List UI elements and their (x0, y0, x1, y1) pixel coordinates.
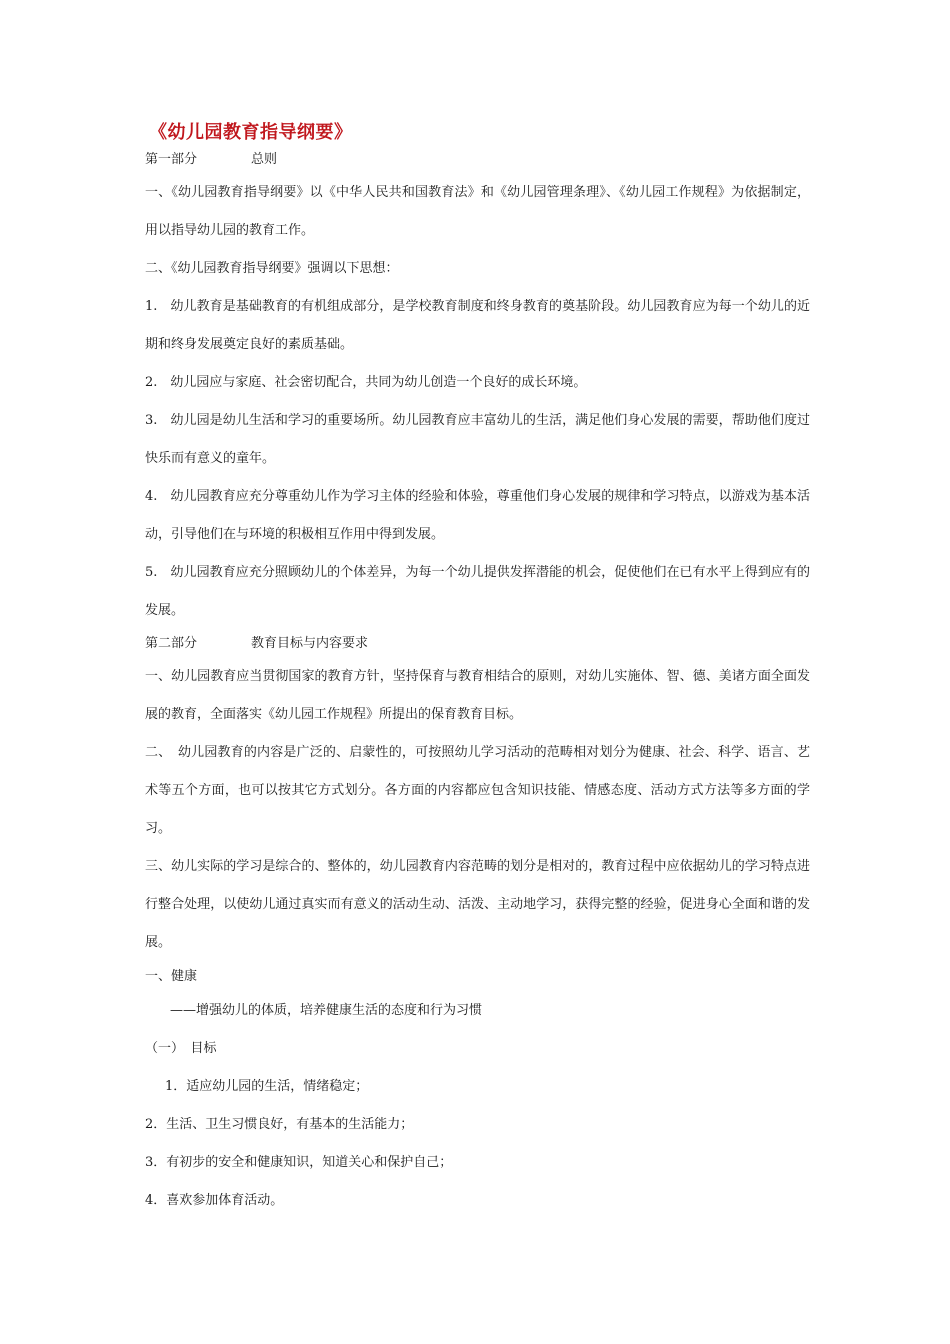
list-item: 3. 幼儿园是幼儿生活和学习的重要场所。幼儿园教育应丰富幼儿的生活，满足他们身心发展的需要，帮助他们度过快乐而有意义的童年。 (145, 413, 810, 466)
paragraph: 二、《幼儿园教育指导纲要》强调以下思想： (145, 261, 399, 276)
health-heading: 一、健康 (145, 969, 198, 984)
goal-item: 3．有初步的安全和健康知识，知道关心和保护自己； (145, 1155, 453, 1170)
list-item: 1. 幼儿教育是基础教育的有机组成部分，是学校教育制度和终身教育的奠基阶段。幼儿园教育应为每一个幼儿的近期和终身发展奠定良好的素质基础。 (145, 299, 810, 352)
health-subtitle: ——增强幼儿的体质，培养健康生活的态度和行为习惯 (170, 1003, 483, 1018)
section-heading-part2 (145, 630, 810, 658)
document-page (145, 120, 810, 1220)
list-item: 5. 幼儿园教育应充分照顾幼儿的个体差异，为每一个幼儿提供发挥潜能的机会，促使他们在已有水平上得到应有的发展。 (145, 565, 810, 618)
goal-item: 2．生活、卫生习惯良好，有基本的生活能力； (145, 1117, 414, 1132)
section-name: 总则 (251, 152, 278, 167)
paragraph: 一、《幼儿园教育指导纲要》以《中华人民共和国教育法》和《幼儿园管理条理》、《幼儿园工作规程》为依据制定，用以指导幼儿园的教育工作。 (145, 185, 810, 238)
goal-item: 4．喜欢参加体育活动。 (145, 1193, 284, 1208)
list-item: 4. 幼儿园教育应充分尊重幼儿作为学习主体的经验和体验，尊重他们身心发展的规律和学习特点，以游戏为基本活动，引导他们在与环境的积极相互作用中得到发展。 (145, 489, 810, 542)
section-name: 教育目标与内容要求 (251, 636, 369, 651)
paragraph: 二、 幼儿园教育的内容是广泛的、启蒙性的，可按照幼儿学习活动的范畴相对划分为健康、社会、科学、语言、艺术等五个方面，也可以按其它方式划分。各方面的内容都应包含知识技能、情感态度、活动方式方法等多方面的学习。 (145, 745, 810, 836)
paragraph: 一、幼儿园教育应当贯彻国家的教育方针，坚持保育与教育相结合的原则，对幼儿实施体、智、德、美诸方面全面发展的教育，全面落实《幼儿园工作规程》所提出的保育教育目标。 (145, 669, 810, 722)
list-item: 2. 幼儿园应与家庭、社会密切配合，共同为幼儿创造一个良好的成长环境。 (145, 375, 587, 390)
goal-item: 1．适应幼儿园的生活，情绪稳定； (165, 1079, 369, 1094)
goals-label: （一） 目标 (145, 1041, 217, 1056)
paragraph: 三、幼儿实际的学习是综合的、整体的，幼儿园教育内容范畴的划分是相对的，教育过程中应依据幼儿的学习特点进行整合处理，以使幼儿通过真实而有意义的活动生动、活泼、主动地学习，获得完整的经验，促进身心全面和谐的发展。 (145, 859, 810, 950)
section-heading-part1 (145, 146, 810, 174)
section-number: 第一部分 (145, 152, 198, 167)
section-number: 第二部分 (145, 636, 198, 651)
document-title: 《幼儿园教育指导纲要》 (149, 122, 353, 143)
